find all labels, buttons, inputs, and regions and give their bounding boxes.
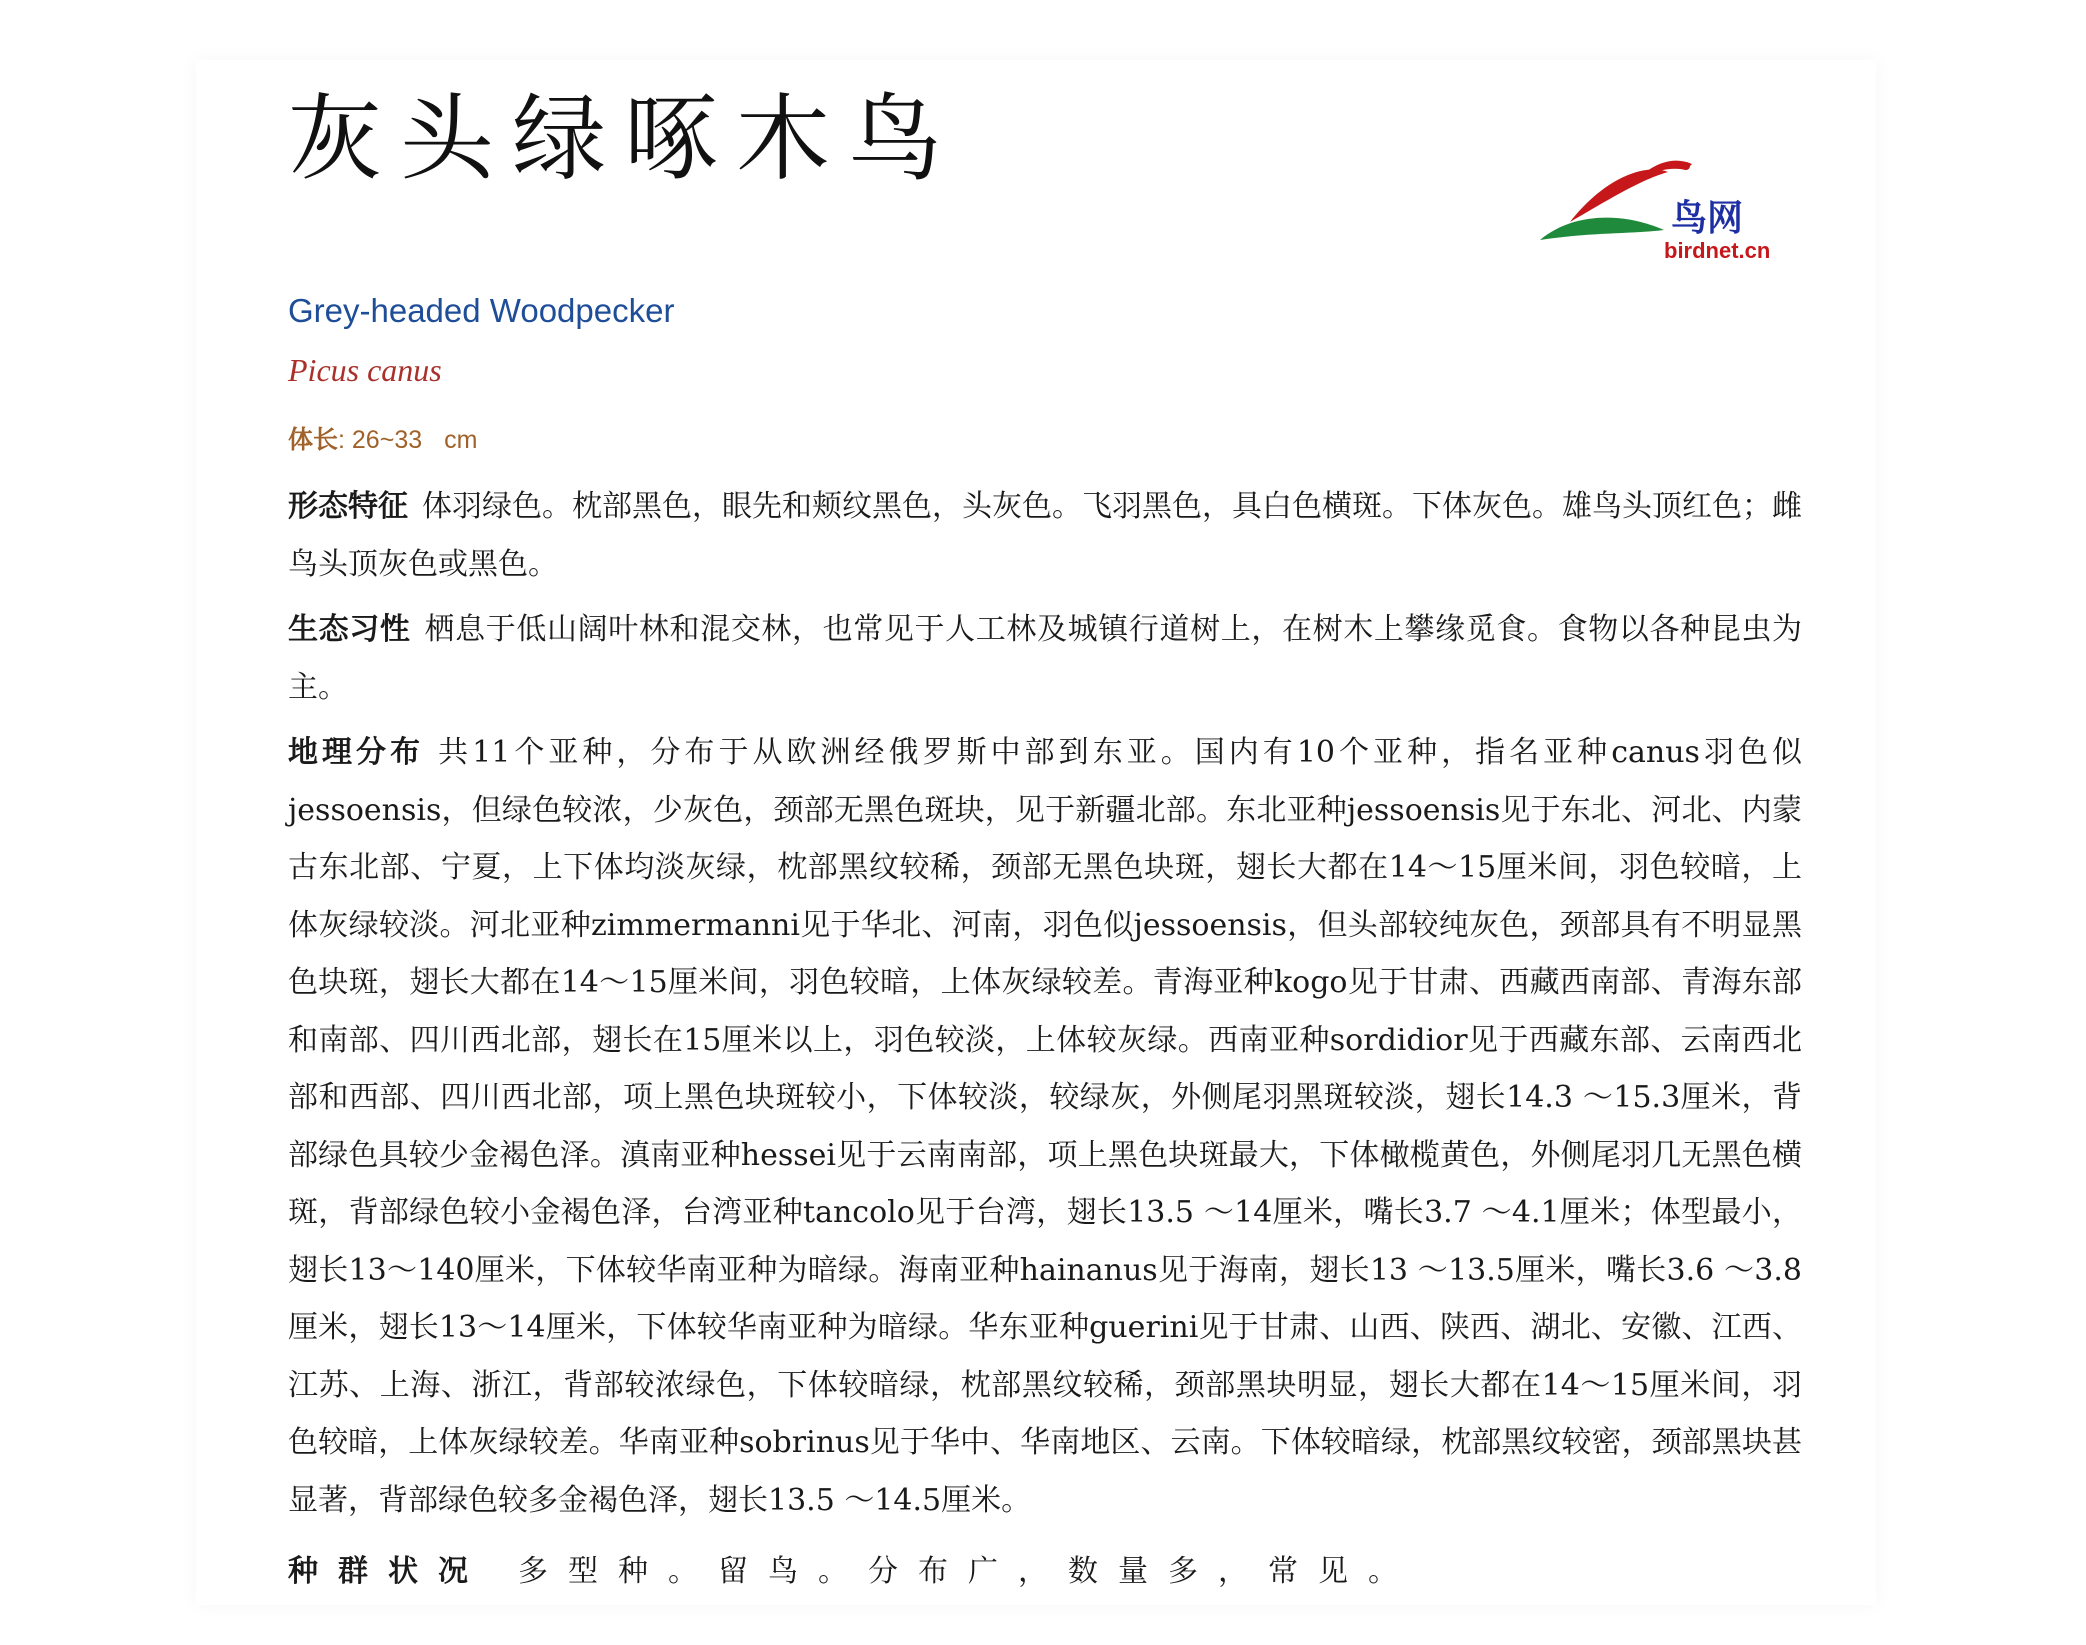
logo-domain-text: birdnet.cn [1664,238,1771,263]
morphology-heading: 形态特征 [288,489,408,524]
morphology-section [288,478,1802,593]
ecology-section [288,601,1802,716]
body-length-unit: cm [444,426,478,454]
body-length [288,420,477,456]
distribution-text: 共11个亚种，分布于从欧洲经俄罗斯中部到东亚。国内有10个亚种，指名亚种canus羽色似jessoensis，但绿色较浓，少灰色，颈部无黑色斑块，见于新疆北部。东北亚种jessoensis见于东北、河北、内蒙古东北部、宁夏，上下体均淡灰绿，枕部黑纹较稀，颈部无黑色块斑，翅长大都在14～15厘米间，羽色较暗，上体灰绿较淡。河北亚种zimmermanni见于华北、河南，羽色似jessoensis，但头部较纯灰色，颈部具有不明显黑色块斑，翅长大都在14～15厘米间，羽色较暗，上体灰绿较差。青海亚种kogo见于甘肃、西藏西南部、青海东部和南部、四川西北部，翅长在15厘米以上，羽色较淡，上体较灰绿。西南亚种sordidior见于西藏东部、云南西北部和西部、四川西北部，项上黑色块斑较小，下体较淡，较绿灰，外侧尾羽黑斑较淡，翅长14.3 ～15.3厘米，背部绿色具较少金褐色泽。滇南亚种hessei见于云南南部，项上黑色块斑最大，下体橄榄黄色，外侧尾羽几无黑色横斑，背部绿色较小金褐色泽，台湾亚种tancolo见于台湾，翅长13.5 ～14厘米，嘴长3.7 ～4.1厘米；体型最小，翅长13～140厘米，下体较华南亚种为暗绿。海南亚种hainanus见于海南，翅长13 ～13.5厘米，嘴长3.6 ～3.8厘米，翅长13～14厘米，下体较华南亚种为暗绿。华东亚种guerini见于甘肃、山西、陕西、湖北、安徽、江西、江苏、上海、浙江，背部较浓绿色，下体较暗绿，枕部黑纹较稀，颈部黑块明显，翅长大都在14～15厘米间，羽色较暗，上体灰绿较差。华南亚种sobrinus见于华中、华南地区、云南。下体较暗绿，枕部黑纹较密，颈部黑块甚显著，背部绿色较多金褐色泽，翅长13.5 ～14.5厘米。 [288,735,1802,1518]
logo-chinese-text: 鸟网 [1671,197,1744,239]
latin-name: Picus canus [288,352,442,388]
english-name: Grey-headed Woodpecker [288,292,675,329]
population-section [288,1543,1802,1601]
document-page [196,60,1876,1605]
ecology-text: 栖息于低山阔叶林和混交林，也常见于人工林及城镇行道树上，在树木上攀缘觅食。食物以各种昆虫为主。 [288,612,1802,705]
morphology-text: 体羽绿色。枕部黑色，眼先和颊纹黑色，头灰色。飞羽黑色，具白色横斑。下体灰色。雄鸟头顶红色；雌鸟头顶灰色或黑色。 [288,489,1802,582]
birdnet-logo [1536,122,1786,272]
population-text: 多型种。留鸟。分布广，数量多，常见。 [518,1554,1418,1589]
distribution-section [288,724,1802,1529]
ecology-heading: 生态习性 [288,612,411,647]
body-length-label: 体长 [288,426,339,454]
distribution-heading: 地理分布 [288,735,425,770]
page-title: 灰头绿啄木鸟 [288,85,961,194]
population-heading: 种群状况 [288,1554,488,1589]
description-body [288,478,1802,1609]
body-length-value: : 26~33 [338,426,423,454]
